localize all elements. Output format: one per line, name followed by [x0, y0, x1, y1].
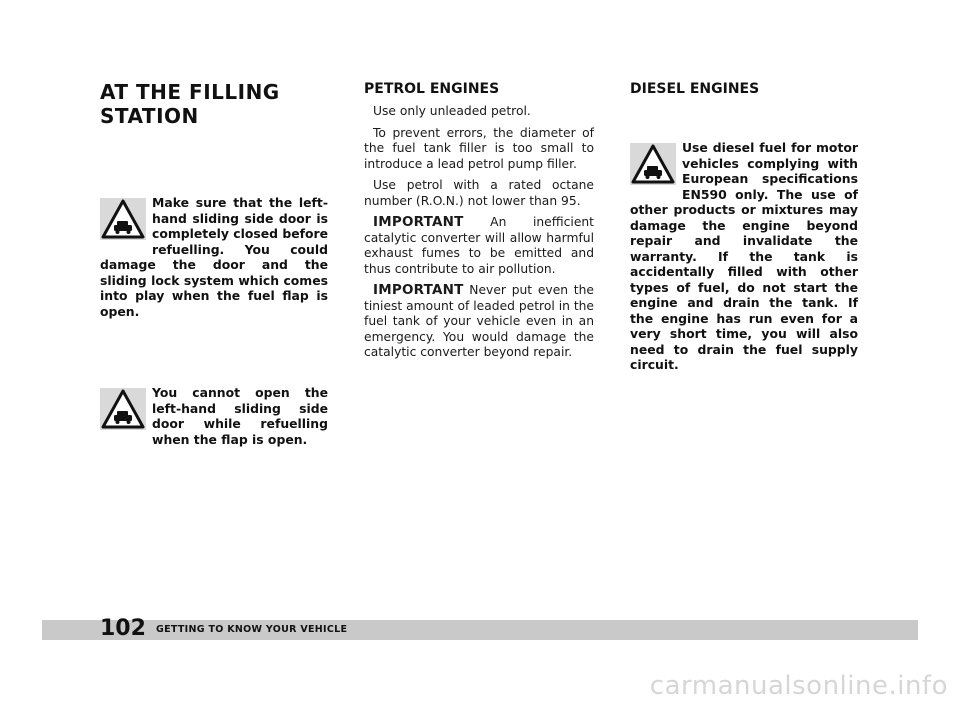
footer-section-label: GETTING TO KNOW YOUR VEHICLE — [156, 624, 348, 635]
warning-door-closed — [100, 195, 328, 319]
left-column — [100, 80, 328, 128]
petrol-para-1: Use only unleaded petrol. — [373, 104, 531, 118]
title-line-1: AT THE FILLING — [100, 80, 280, 104]
petrol-title: PETROL ENGINES — [364, 81, 500, 97]
warning-triangle-icon — [100, 388, 146, 430]
warning-door-closed-text: Make sure that the left-hand sliding side door is completely closed before refuelling. You could damage the door and the sliding lock system which comes into play when the fuel flap is open. — [100, 195, 329, 319]
warning-triangle-icon — [100, 198, 146, 240]
important-label: IMPORTANT — [373, 282, 464, 298]
section-title — [100, 80, 328, 128]
warning-diesel-fuel — [630, 140, 858, 373]
petrol-para-4-text: An inefficient catalytic converter will allow harmful exhaust fumes to be emitted and thus contribute to air pollution. — [364, 215, 594, 276]
petrol-para-2: To prevent errors, the diameter of the fuel tank filler is too small to introduce a lead petrol pump filler. — [364, 125, 594, 171]
diesel-column — [630, 80, 858, 104]
petrol-column — [364, 80, 594, 367]
watermark: carmanualsonline.info — [649, 671, 948, 701]
important-label: IMPORTANT — [373, 214, 464, 230]
warning-door-refuel-text: You cannot open the left-hand sliding side door while refuelling when the flap is open. — [152, 385, 328, 447]
petrol-para-5-text: Never put even the tiniest amount of leaded petrol in the fuel tank of your vehicle even in an emergency. You would damage the catalytic converter beyond repair. — [364, 283, 594, 359]
page-number: 102 — [100, 616, 146, 641]
petrol-para-3: Use petrol with a rated octane number (R.O.N.) not lower than 95. — [364, 178, 594, 208]
diesel-title: DIESEL ENGINES — [630, 81, 760, 97]
warning-triangle-icon — [630, 143, 676, 185]
warning-door-refuel — [100, 385, 328, 447]
title-line-2: STATION — [100, 104, 199, 128]
petrol-para-4 — [364, 215, 594, 277]
warning-diesel-fuel-text: Use diesel fuel for motor vehicles complying with European specifications EN590 only. The use of other products or mixtures may damage the engine beyond repair and invalidate the warranty. If the tank is accidentally filled with other types of fuel, do not start the engine and drain the tank. If the engine has run even for a very short time, you will also need to drain the fuel supply circuit. — [630, 140, 858, 372]
petrol-para-5 — [364, 283, 594, 361]
